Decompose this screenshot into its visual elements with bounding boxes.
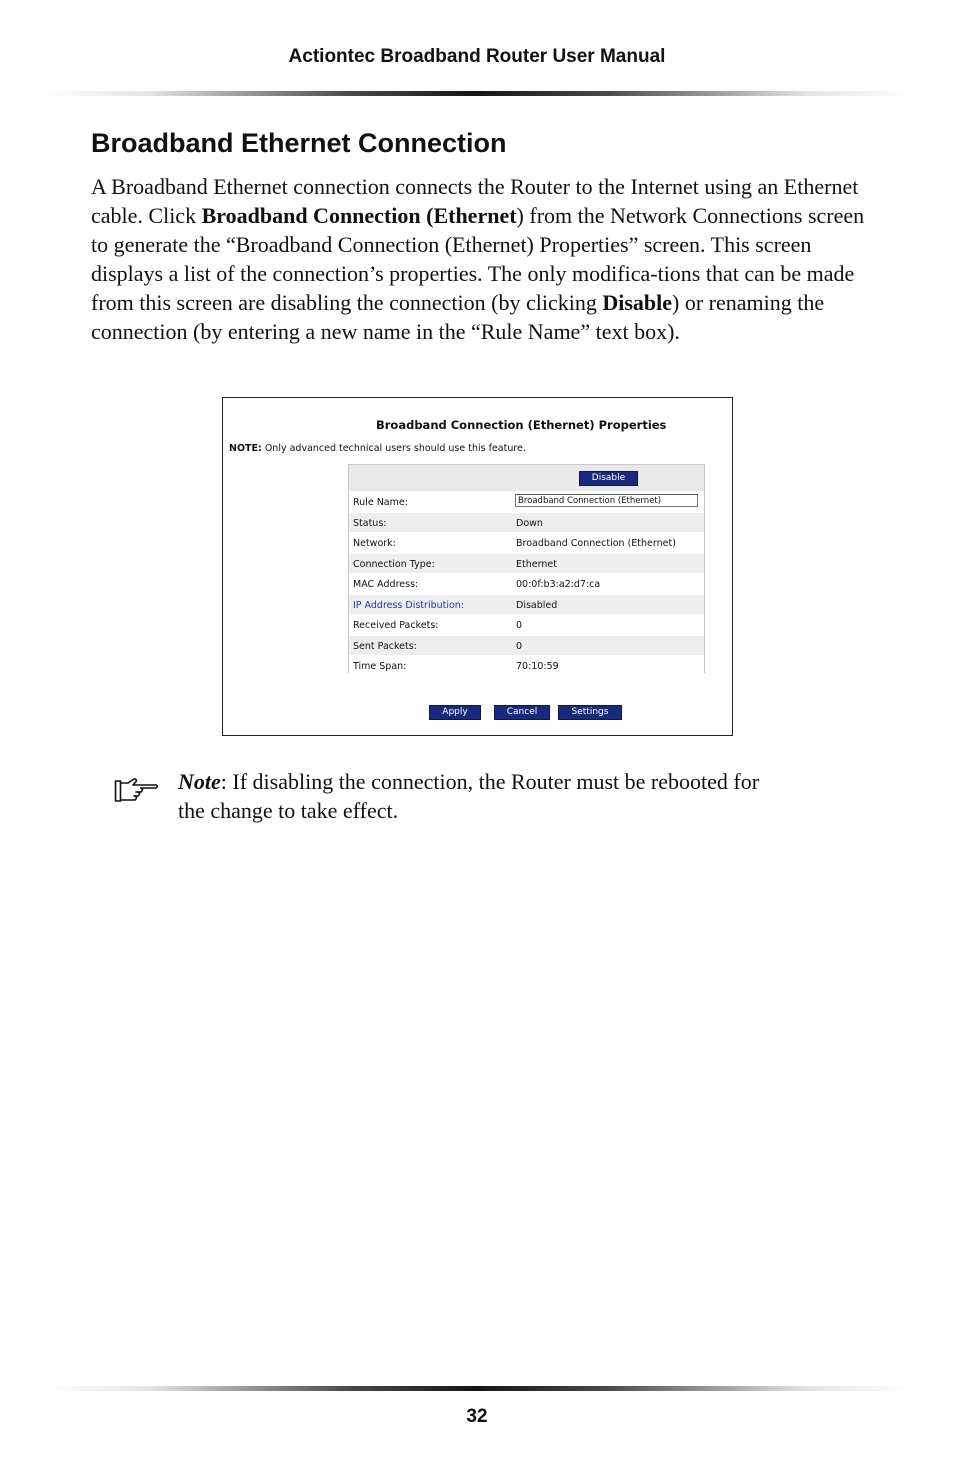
properties-rows (349, 491, 704, 676)
row-value: Down (516, 517, 543, 529)
page-number: 32 (466, 1406, 488, 1427)
properties-table (348, 464, 705, 673)
row-label: Received Packets: (353, 620, 439, 631)
body-text-1: A Broadband Ethernet connection connects the Router to the Internet using an Ethernet cable. Click (91, 174, 859, 228)
body-text-3: ) or renaming the connection (by entering a new name in the “Rule Name” text box). (91, 290, 825, 344)
row-label: Status: (353, 517, 387, 529)
header-rule (45, 91, 911, 96)
row-label: MAC Address: (353, 579, 419, 590)
body-paragraph (91, 172, 871, 346)
disable-button[interactable]: Disable (579, 471, 638, 486)
row-label: Connection Type: (353, 558, 435, 570)
properties-title: Broadband Connection (Ethernet) Properties (376, 418, 667, 432)
ip-address-distribution-link[interactable]: IP Address Distribution: (353, 599, 465, 611)
table-row (349, 635, 704, 656)
row-value: 00:0f:b3:a2:d7:ca (516, 579, 601, 590)
row-value: 0 (516, 620, 523, 631)
apply-button[interactable]: Apply (429, 705, 481, 720)
row-value: 0 (516, 640, 523, 652)
table-row (349, 512, 704, 533)
body-text-2: ) from the Network Connections screen to generate the “Broadband Connection (Ethernet) Properties” screen. This screen displays a list of the connection’s properties. The only modifica-tions that can be made from this screen are disabling the connection (by clicking (91, 203, 865, 315)
table-row (349, 532, 704, 553)
row-value: Disabled (516, 599, 558, 611)
rule-name-label: Rule Name: (353, 497, 408, 508)
running-header: Actiontec Broadband Router User Manual (288, 46, 666, 67)
row-value: Broadband Connection (Ethernet) (516, 538, 676, 549)
note-text: Only advanced technical users should use this feature. (261, 443, 526, 454)
section-title: Broadband Ethernet Connection (91, 128, 507, 158)
table-row (349, 553, 704, 574)
row-label: Time Span: (353, 661, 407, 672)
table-row (349, 614, 704, 635)
table-row (349, 594, 704, 615)
table-row (349, 655, 704, 676)
pointing-hand-icon (114, 777, 160, 805)
cancel-button[interactable]: Cancel (494, 705, 550, 720)
row-value: 70:10:59 (516, 661, 559, 672)
body-bold-1: Broadband Connection (Ethernet (201, 203, 517, 228)
note-label-text: Note (178, 769, 221, 794)
table-row (349, 573, 704, 594)
note-body: : If disabling the connection, the Router must be rebooted for the change to take effect. (178, 769, 760, 823)
properties-screenshot (222, 397, 733, 736)
rule-name-input[interactable]: Broadband Connection (Ethernet) (515, 494, 698, 507)
note-label: NOTE: (229, 443, 262, 454)
body-bold-2: Disable (602, 290, 673, 315)
row-value: Ethernet (516, 558, 557, 570)
row-label: Network: (353, 538, 396, 549)
table-row-rule-name (349, 491, 704, 512)
row-label: Sent Packets: (353, 640, 417, 652)
settings-button[interactable]: Settings (558, 705, 622, 720)
advanced-user-note (229, 443, 526, 454)
note-paragraph (178, 767, 788, 825)
footer-rule (45, 1386, 911, 1391)
